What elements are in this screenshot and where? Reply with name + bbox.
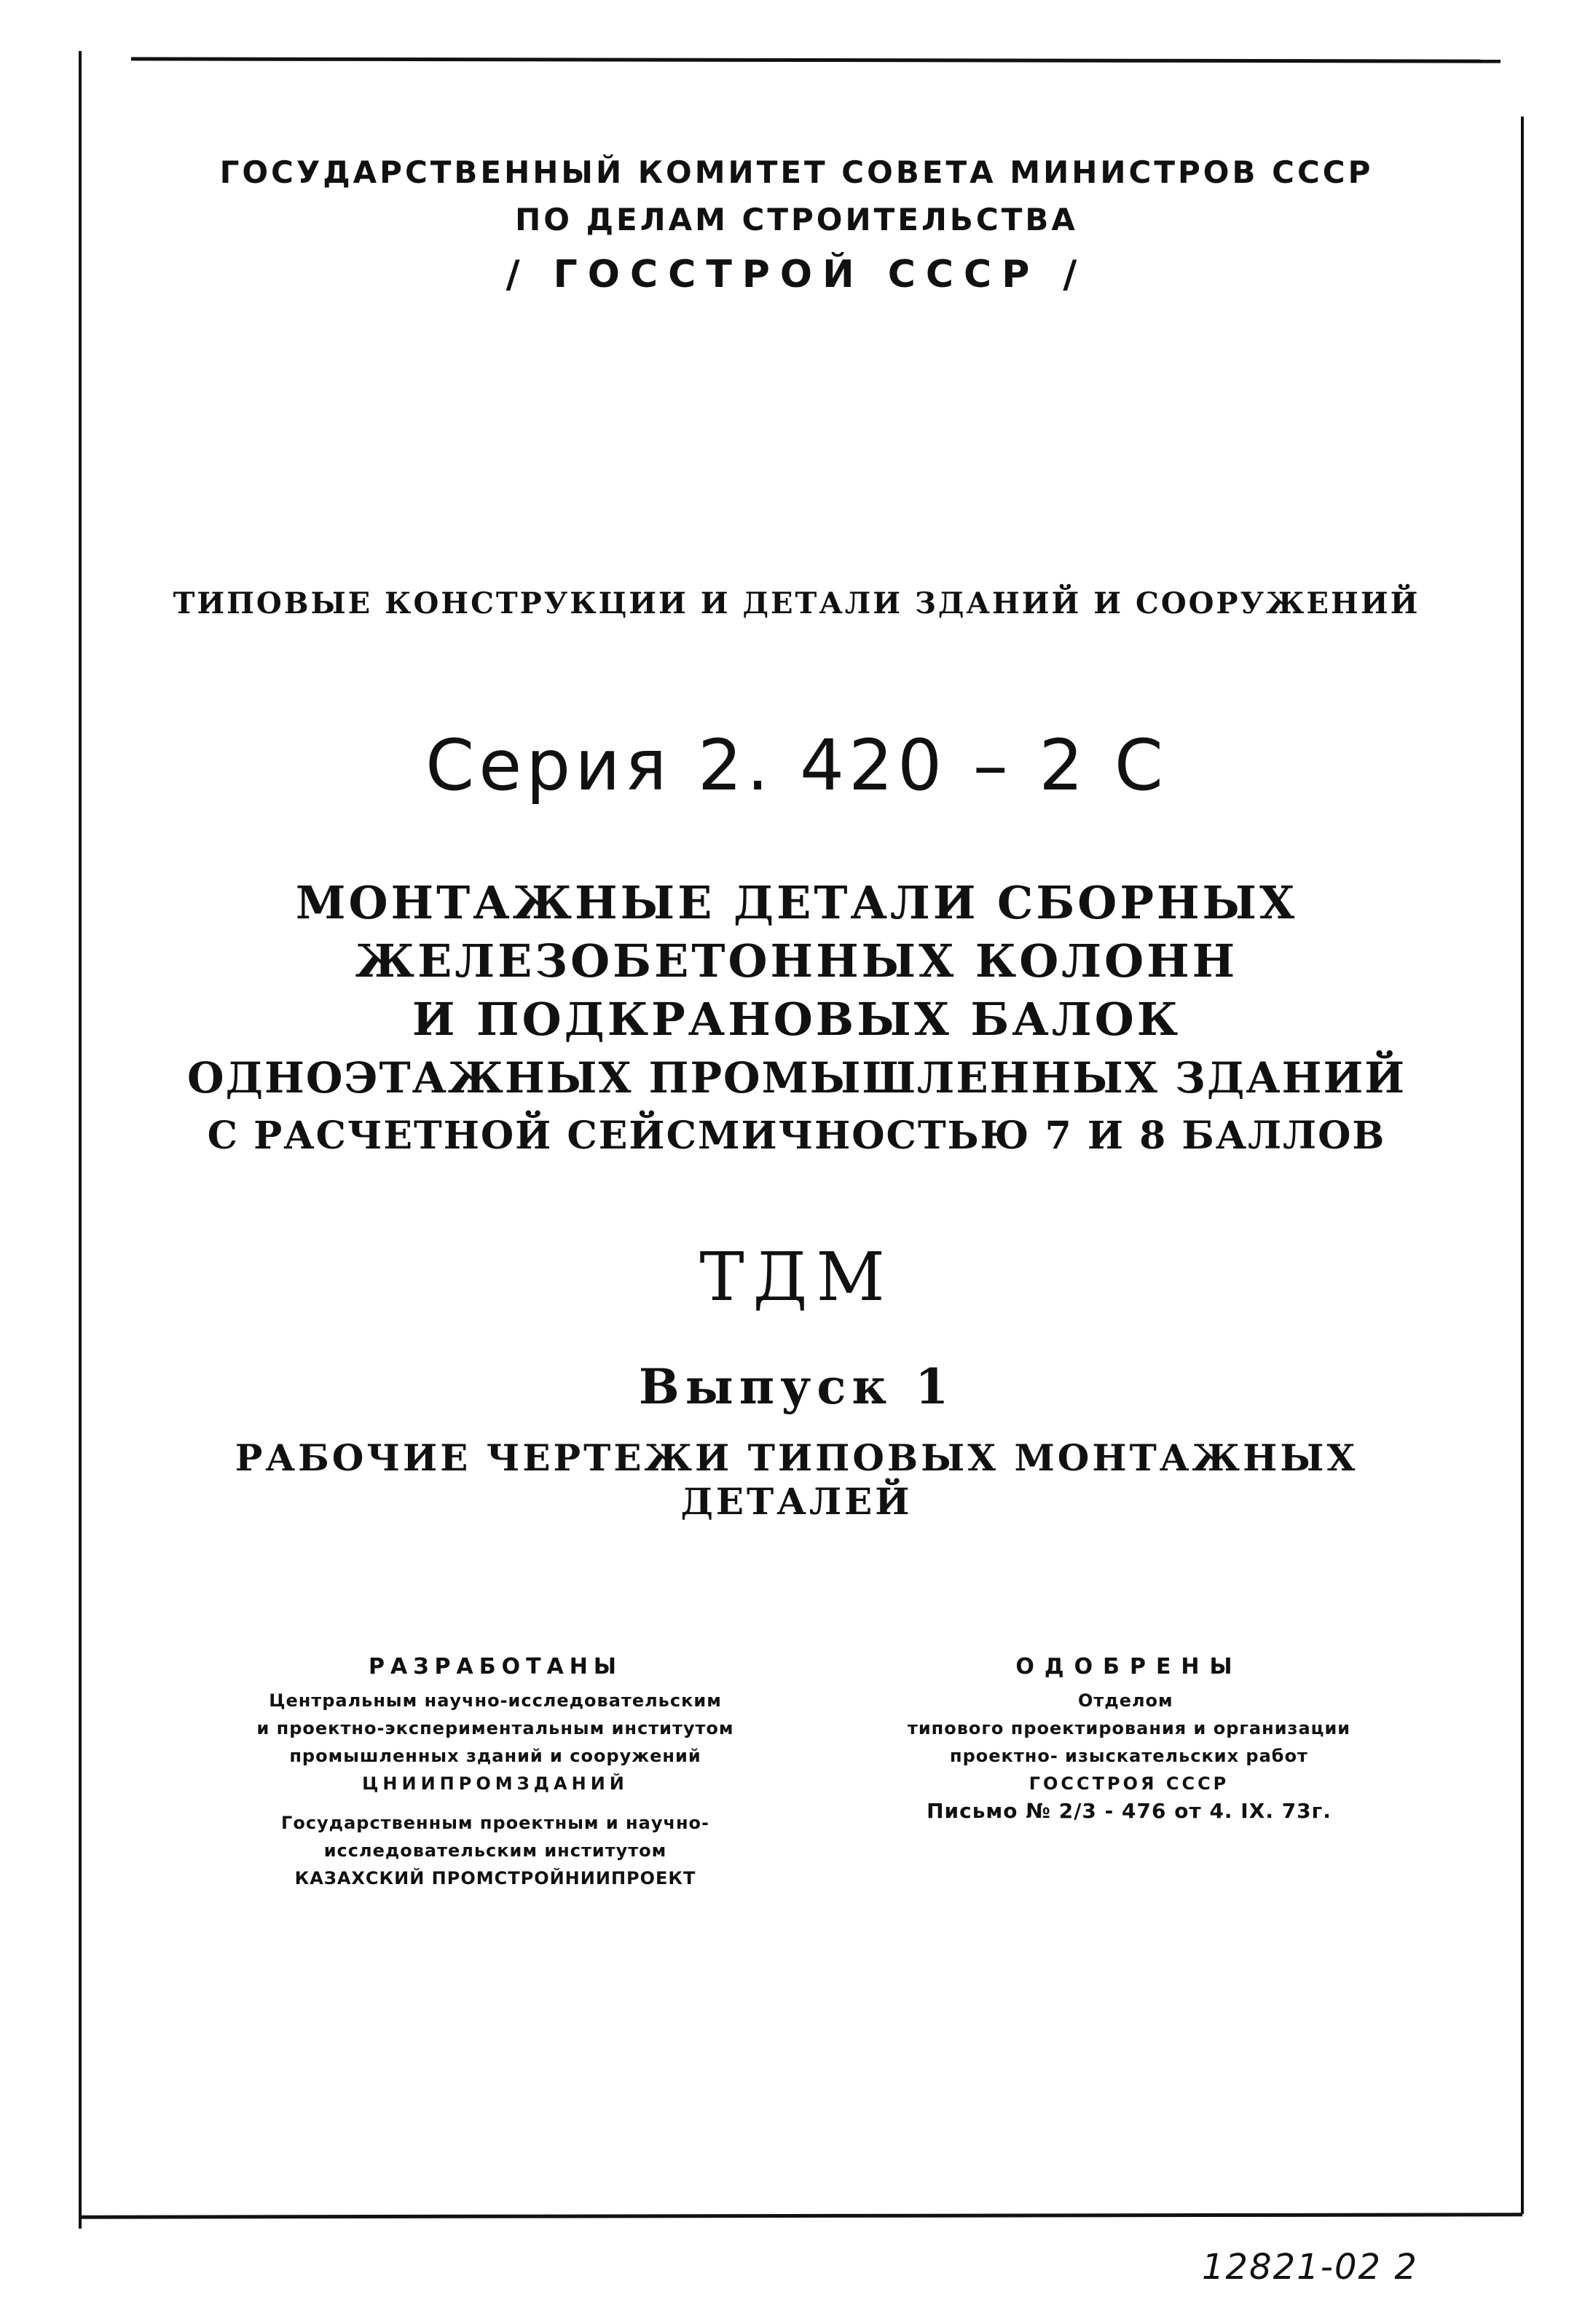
agency-line-3: / ГОССТРОЙ СССР / (506, 253, 1087, 296)
archive-number: 12821-02 2 (1202, 2247, 1418, 2288)
developed-by-block (219, 1653, 772, 1892)
developed-line: промышленных зданий и сооружений (289, 1746, 701, 1766)
agency-line-2: ПО ДЕЛАМ СТРОИТЕЛЬСТВА (515, 202, 1078, 237)
developed-heading: РАЗРАБОТАНЫ (369, 1654, 622, 1679)
frame-right-line (1521, 117, 1524, 2214)
title-line-3: И ПОДКРАНОВЫХ БАЛОК (412, 993, 1181, 1046)
document-code: ТДМ (699, 1238, 894, 1316)
approved-heading: ОДОБРЕНЫ (1015, 1654, 1243, 1679)
issue-label: Выпуск 1 (638, 1358, 955, 1415)
series-number: Серия 2. 420 – 2 С (425, 725, 1168, 806)
developed-line: Государственным проектным и научно- (281, 1813, 709, 1833)
developed-line: Центральным научно-исследовательским (269, 1690, 722, 1711)
approved-line: Письмо № 2/3 - 476 от 4. IX. 73г. (927, 1799, 1332, 1823)
developed-line: ЦНИИПРОМЗДАНИЙ (362, 1773, 629, 1794)
developed-line: исследовательским институтом (323, 1840, 667, 1861)
developed-line: и проектно-экспериментальным институтом (256, 1718, 734, 1738)
approved-line: ГОССТРОЯ СССР (1028, 1773, 1230, 1794)
agency-line-1: ГОСУДАРСТВЕННЫЙ КОМИТЕТ СОВЕТА МИНИСТРОВ СССР (219, 154, 1374, 190)
approved-line: типового проектирования и организации (907, 1718, 1351, 1738)
developed-line: КАЗАХСКИЙ ПРОМСТРОЙНИИПРОЕКТ (294, 1868, 696, 1888)
title-line-4: ОДНОЭТАЖНЫХ ПРОМЫШЛЕННЫХ ЗДАНИЙ (186, 1053, 1407, 1103)
typical-constructions-heading: ТИПОВЫЕ КОНСТРУКЦИИ И ДЕТАЛИ ЗДАНИЙ И СООРУЖЕНИЙ (173, 586, 1420, 621)
frame-top-line (131, 57, 1500, 63)
title-line-1: МОНТАЖНЫЕ ДЕТАЛИ СБОРНЫХ (295, 876, 1298, 929)
title-line-2: ЖЕЛЕЗОБЕТОННЫХ КОЛОНН (355, 934, 1238, 988)
approved-line: проектно- изыскательских работ (950, 1746, 1308, 1766)
frame-bottom-line (80, 2213, 1522, 2218)
approved-line: Отделом (1078, 1690, 1173, 1711)
approved-by-block (845, 1653, 1413, 1825)
title-line-5: С РАСЧЕТНОЙ СЕЙСМИЧНОСТЬЮ 7 И 8 БАЛЛОВ (207, 1114, 1386, 1158)
issue-subtitle-line-1: РАБОЧИЕ ЧЕРТЕЖИ ТИПОВЫХ МОНТАЖНЫХ (235, 1436, 1358, 1479)
issue-subtitle-line-2: ДЕТАЛЕЙ (680, 1480, 913, 1523)
